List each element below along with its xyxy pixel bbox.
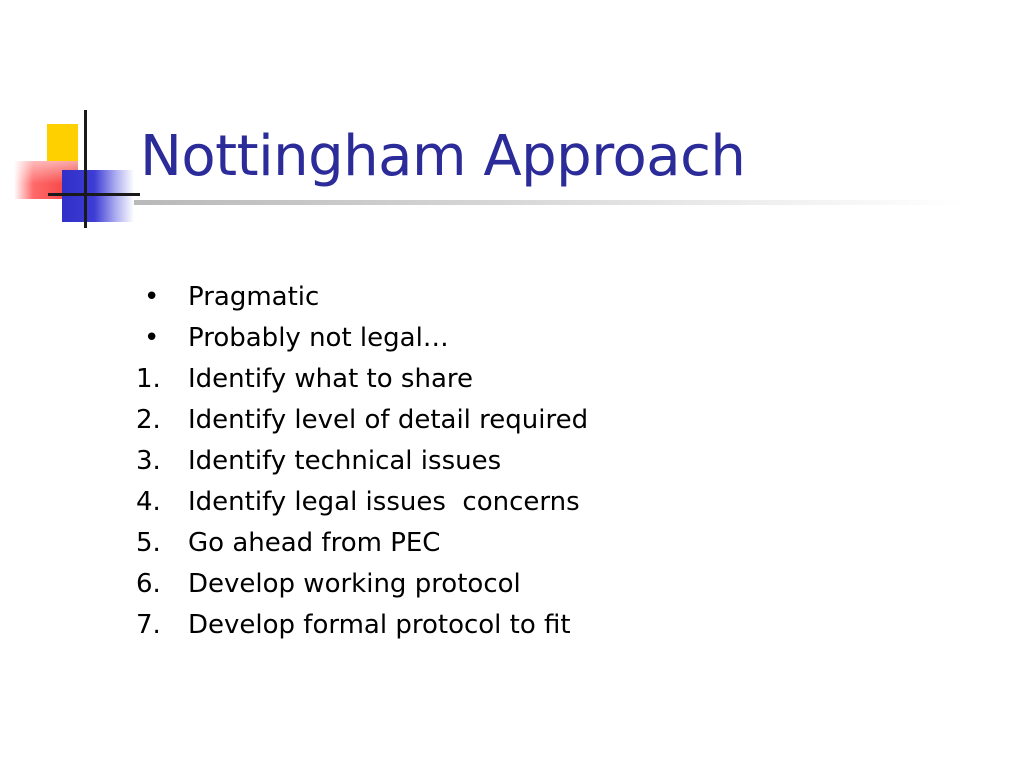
slide-title: Nottingham Approach [140, 124, 746, 189]
list-marker: 5. [136, 528, 161, 558]
list-marker: • [144, 282, 160, 312]
list-marker: • [144, 323, 160, 353]
list-item-text: Develop working protocol [188, 569, 521, 599]
list-item-text: Pragmatic [188, 282, 320, 312]
list-item [136, 318, 588, 359]
list-item-text: Probably not legal… [188, 323, 449, 353]
title-underline [134, 200, 964, 205]
horizontal-line [48, 193, 140, 196]
list-marker: 7. [136, 610, 161, 640]
list-item-text: Identify what to share [188, 364, 473, 394]
vertical-line [84, 110, 87, 228]
list-item [136, 482, 588, 523]
list-item [136, 400, 588, 441]
list-marker: 1. [136, 364, 161, 394]
list-marker: 6. [136, 569, 161, 599]
list-item-text: Identify level of detail required [188, 405, 589, 435]
list-marker: 2. [136, 405, 161, 435]
list-item [136, 523, 588, 564]
list-item [136, 605, 588, 646]
list-item-text: Identify legal issues concerns [188, 487, 580, 517]
list-marker: 4. [136, 487, 161, 517]
list-marker: 3. [136, 446, 161, 476]
list-item-text: Go ahead from PEC [188, 528, 441, 558]
bullet-list [136, 277, 588, 646]
list-item-text: Identify technical issues [188, 446, 502, 476]
list-item [136, 359, 588, 400]
blue-block [62, 170, 134, 222]
list-item [136, 277, 588, 318]
list-item-text: Develop formal protocol to fit [188, 610, 571, 640]
list-item [136, 441, 588, 482]
list-item [136, 564, 588, 605]
